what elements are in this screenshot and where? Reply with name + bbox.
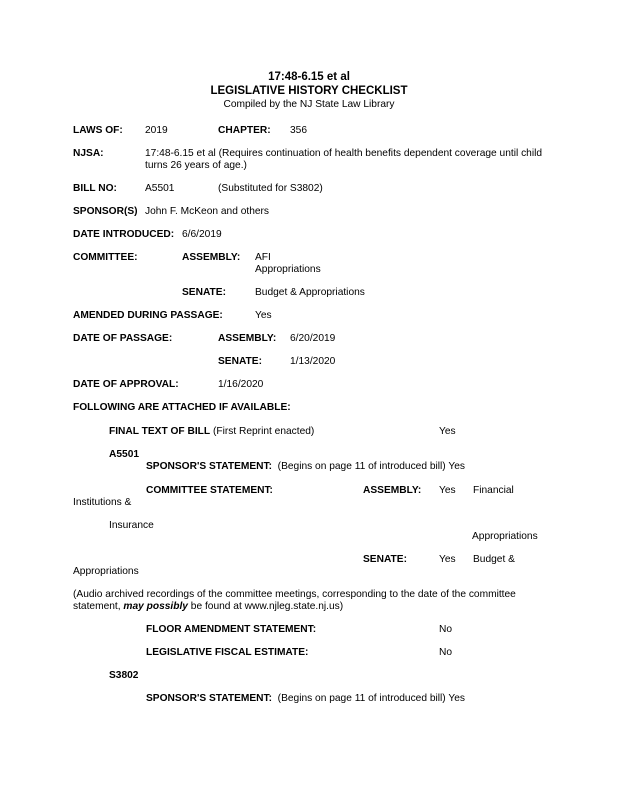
audio-note-post: be found at www.njleg.state.nj.us) xyxy=(187,601,344,612)
a5501-committee-assembly-value: Yes xyxy=(439,485,456,496)
fiscal-estimate-label: LEGISLATIVE FISCAL ESTIMATE: xyxy=(146,647,309,658)
s3802-sponsor-row xyxy=(146,693,465,705)
a5501-assembly-committee-name4: Appropriations xyxy=(472,531,538,542)
laws-of-value: 2019 xyxy=(145,125,168,136)
chapter-label: CHAPTER: xyxy=(218,125,271,136)
final-text-row xyxy=(109,426,314,438)
audio-note-pre: statement, xyxy=(73,601,124,612)
passage-senate-value: 1/13/2020 xyxy=(290,356,336,367)
a5501-assembly-committee-name3: Insurance xyxy=(109,520,154,531)
a5501-sponsor-note: (Begins on page 11 of introduced bill) xyxy=(277,461,446,472)
a5501-sponsor-label: SPONSOR'S STATEMENT: xyxy=(146,461,272,472)
bill-substituted: (Substituted for S3802) xyxy=(218,183,323,194)
audio-archive-note-line2 xyxy=(73,601,343,613)
date-of-approval-label: DATE OF APPROVAL: xyxy=(73,379,179,390)
floor-amendment-value: No xyxy=(439,624,453,635)
chapter-value: 356 xyxy=(290,125,307,136)
a5501-committee-label: COMMITTEE STATEMENT: xyxy=(146,485,273,496)
s3802-heading: S3802 xyxy=(109,670,139,681)
passage-assembly-label: ASSEMBLY: xyxy=(218,333,277,344)
bill-no-value: A5501 xyxy=(145,183,175,194)
sponsors-label: SPONSOR(S) xyxy=(73,206,138,217)
passage-assembly-value: 6/20/2019 xyxy=(290,333,336,344)
njsa-value-line2: turns 26 years of age.) xyxy=(145,160,247,171)
sponsors-value: John F. McKeon and others xyxy=(145,206,270,217)
fiscal-estimate-value: No xyxy=(439,647,453,658)
audio-note-emphasis: may possibly xyxy=(123,601,188,612)
laws-of-label: LAWS OF: xyxy=(73,125,123,136)
committee-senate-value: Budget & Appropriations xyxy=(255,287,365,298)
audio-archive-note-line1: (Audio archived recordings of the committee meetings, corresponding to the date of the committee xyxy=(73,589,516,600)
s3802-sponsor-note: (Begins on page 11 of introduced bill) xyxy=(277,693,446,704)
floor-amendment-label: FLOOR AMENDMENT STATEMENT: xyxy=(146,624,317,635)
a5501-assembly-committee-name1: Financial xyxy=(473,485,514,496)
committee-assembly-label: ASSEMBLY: xyxy=(182,252,241,263)
s3802-sponsor-value: Yes xyxy=(448,693,465,704)
a5501-committee-senate-label: SENATE: xyxy=(363,554,407,565)
a5501-committee-assembly-label: ASSEMBLY: xyxy=(363,485,422,496)
final-text-label: FINAL TEXT OF BILL xyxy=(109,426,211,437)
amended-value: Yes xyxy=(255,310,272,321)
final-text-note: (First Reprint enacted) xyxy=(212,426,315,437)
committee-assembly-value2: Appropriations xyxy=(255,264,321,275)
njsa-value-line1: 17:48-6.15 et al (Requires continuation of health benefits dependent coverage until child xyxy=(145,148,543,159)
date-introduced-label: DATE INTRODUCED: xyxy=(73,229,175,240)
committee-senate-label: SENATE: xyxy=(182,287,226,298)
a5501-sponsor-row xyxy=(146,461,465,473)
a5501-senate-committee-name2: Appropriations xyxy=(73,566,139,577)
passage-senate-label: SENATE: xyxy=(218,356,262,367)
final-text-value: Yes xyxy=(439,426,456,437)
date-of-passage-label: DATE OF PASSAGE: xyxy=(73,333,173,344)
a5501-senate-committee-name1: Budget & xyxy=(473,554,515,565)
date-of-approval-value: 1/16/2020 xyxy=(218,379,264,390)
committee-assembly-value1: AFI xyxy=(255,252,271,263)
a5501-sponsor-value: Yes xyxy=(448,461,465,472)
bill-no-label: BILL NO: xyxy=(73,183,117,194)
s3802-sponsor-label: SPONSOR'S STATEMENT: xyxy=(146,693,272,704)
a5501-assembly-committee-name2: Institutions & xyxy=(73,497,132,508)
date-introduced-value: 6/6/2019 xyxy=(182,229,222,240)
doc-title: LEGISLATIVE HISTORY CHECKLIST xyxy=(210,85,408,97)
doc-subtitle: Compiled by the NJ State Law Library xyxy=(223,99,395,110)
a5501-heading: A5501 xyxy=(109,449,140,460)
doc-title-citation: 17:48-6.15 et al xyxy=(268,71,350,83)
committee-label: COMMITTEE: xyxy=(73,252,138,263)
a5501-committee-senate-value: Yes xyxy=(439,554,456,565)
njsa-label: NJSA: xyxy=(73,148,104,159)
following-attached-label: FOLLOWING ARE ATTACHED IF AVAILABLE: xyxy=(73,402,291,413)
amended-label: AMENDED DURING PASSAGE: xyxy=(73,310,223,321)
